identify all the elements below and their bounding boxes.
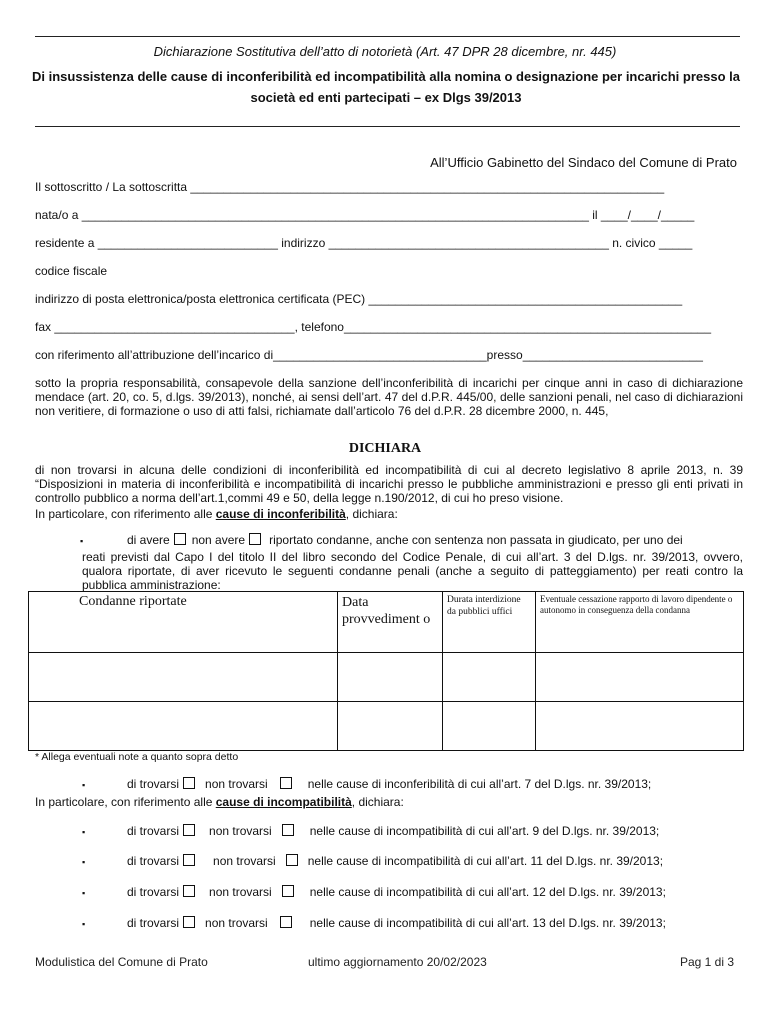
document-title: Di insussistenza delle cause di inconferibilità ed incompatibilità alla nomina o designazione per incarichi presso la società ed enti partecipati – ex Dlgs 39/2013	[32, 69, 740, 105]
table-row[interactable]	[29, 702, 744, 751]
non-trovarsi-checkbox[interactable]	[286, 854, 298, 866]
footer-left: Modulistica del Comune di Prato	[35, 955, 208, 969]
field-nato[interactable]: nata/o a ____________________________________________________________________________ il ____/____/_____	[35, 208, 695, 222]
condanne-table	[28, 591, 744, 751]
table-cell[interactable]	[443, 702, 536, 751]
dichiara-paragraph: di non trovarsi in alcuna delle condizioni di inconferibilità ed incompatibilità di cui al decreto legislativo 8 aprile 2013, n. 39 “Disposizioni in materia di inconferibilità e incompatibilità di incarichi presso le pubbliche amministrazioni e presso gli enti privati in controllo pubblico a norma dell’art.1,commi 49 e 50, della legge n.190/2012, di cui ho preso visione.	[35, 463, 743, 505]
responsibility-paragraph: sotto la propria responsabilità, consapevole della sanzione dell’inconferibilità di incarichi per cinque anni in caso di dichiarazione mendace (art. 20, co. 5, d.lgs. 39/2013), nonché, ai sensi dell’art. 47 del d.P.R. 445/00, delle sanzioni penali, nel caso di dichiarazioni non veritiere, di formazione o uso di atti falsi, richiamate dall’articolo 76 del d.P.R. 28 dicembre 2000, n. 445,	[35, 376, 743, 418]
document-subtitle: Dichiarazione Sostitutiva dell’atto di notorietà (Art. 47 DPR 28 dicembre, nr. 445)	[153, 44, 617, 59]
page-number: Pag 1 di 3	[679, 955, 734, 969]
intro-suffix: , dichiara:	[345, 507, 398, 521]
di-trovarsi-checkbox[interactable]	[183, 885, 195, 897]
bullet-icon: ▪	[82, 919, 86, 929]
table-note: * Allega eventuali note a quanto sopra detto	[35, 751, 239, 763]
incompatibilita-row	[127, 885, 666, 899]
table-cell[interactable]	[443, 653, 536, 702]
field-sottoscritto[interactable]: Il sottoscritto / La sottoscritta _______________________________________________________________________	[35, 180, 665, 194]
di-trovarsi-checkbox[interactable]	[183, 824, 195, 836]
incompatibilita-row-text: nelle cause di incompatibilità di cui all’art. 12 del D.lgs. nr. 39/2013;	[309, 885, 666, 899]
table-cell[interactable]	[536, 653, 744, 702]
non-trovarsi-label: non trovarsi	[209, 824, 272, 838]
intro-suffix: , dichiara:	[351, 795, 404, 809]
field-pec[interactable]: indirizzo di posta elettronica/posta elettronica certificata (PEC) _______________________________________________	[35, 292, 683, 306]
table-cell[interactable]	[338, 702, 443, 751]
incompatibilita-row	[127, 916, 666, 930]
recipient-line: All’Ufficio Gabinetto del Sindaco del Comune di Prato	[430, 155, 737, 170]
inconferibilita-row	[127, 777, 651, 791]
inconferibilita-intro	[35, 507, 398, 521]
non-avere-checkbox[interactable]	[249, 533, 261, 545]
di-trovarsi-checkbox[interactable]	[183, 854, 195, 866]
header-eventuale-cessazione: Eventuale cessazione rapporto di lavoro dipendente o autonomo in conseguenza della condanna	[536, 592, 744, 653]
incompatibilita-row	[127, 854, 663, 868]
bullet-icon: ▪	[82, 888, 86, 898]
non-trovarsi-checkbox[interactable]	[282, 824, 294, 836]
incompatibilita-intro	[35, 795, 404, 809]
field-codice-fiscale[interactable]: codice fiscale	[35, 264, 108, 278]
condanne-first-line-text: riportato condanne, anche con sentenza non passata in giudicato, per uno dei	[269, 533, 683, 547]
bullet-icon: ▪	[82, 780, 86, 790]
bullet-icon: ▪	[82, 857, 86, 867]
field-fax-telefono[interactable]: fax ____________________________________, telefono_______________________________________________________	[35, 320, 712, 334]
di-trovarsi-label: di trovarsi	[127, 824, 180, 838]
di-trovarsi-checkbox[interactable]	[183, 777, 195, 789]
non-trovarsi-label: non trovarsi	[209, 885, 272, 899]
incompatibilita-row-text: nelle cause di incompatibilità di cui all’art. 13 del D.lgs. nr. 39/2013;	[309, 916, 666, 930]
incompatibilita-row-text: nelle cause di incompatibilità di cui all’art. 11 del D.lgs. nr. 39/2013;	[307, 854, 664, 868]
table-row[interactable]	[29, 653, 744, 702]
di-trovarsi-label: di trovarsi	[127, 777, 180, 791]
field-incarico[interactable]: con riferimento all’attribuzione dell’incarico di________________________________presso___________________________	[35, 348, 703, 362]
intro-prefix: In particolare, con riferimento alle	[35, 507, 216, 521]
table-cell[interactable]	[338, 653, 443, 702]
header-durata-interdizione: Durata interdizione da pubblici uffici	[443, 592, 536, 653]
non-trovarsi-label: non trovarsi	[213, 854, 276, 868]
footer-date: ultimo aggiornamento 20/02/2023	[308, 955, 487, 969]
di-avere-checkbox[interactable]	[174, 533, 186, 545]
bullet-icon: ▪	[82, 827, 86, 837]
condanne-first-line	[127, 533, 683, 547]
intro-prefix: In particolare, con riferimento alle	[35, 795, 216, 809]
non-trovarsi-label: non trovarsi	[205, 777, 268, 791]
header-top-rule	[35, 36, 740, 37]
non-trovarsi-checkbox[interactable]	[282, 885, 294, 897]
table-cell[interactable]	[29, 653, 338, 702]
incompatibilita-row	[127, 824, 659, 838]
inconferibilita-row-text: nelle cause di inconferibilità di cui all’art. 7 del D.lgs. nr. 39/2013;	[307, 777, 652, 791]
incompatibilita-row-text: nelle cause di incompatibilità di cui all’art. 9 del D.lgs. nr. 39/2013;	[309, 824, 660, 838]
header-bottom-rule	[35, 126, 740, 127]
incompatibilita-link: cause di incompatibilità	[215, 795, 352, 809]
non-avere-label: non avere	[191, 533, 246, 547]
header-condanne: Condanne riportate	[29, 592, 338, 653]
inconferibilita-link: cause di inconferibilità	[215, 507, 346, 521]
table-cell[interactable]	[536, 702, 744, 751]
non-trovarsi-checkbox[interactable]	[280, 777, 292, 789]
non-trovarsi-checkbox[interactable]	[280, 916, 292, 928]
header-data-provvedimento: Data provvediment o	[338, 592, 443, 653]
di-trovarsi-label: di trovarsi	[127, 885, 180, 899]
di-trovarsi-checkbox[interactable]	[183, 916, 195, 928]
table-cell[interactable]	[29, 702, 338, 751]
field-residente[interactable]: residente a ___________________________ indirizzo __________________________________________ n. civico _____	[35, 236, 693, 250]
di-avere-label: di avere	[127, 533, 170, 547]
non-trovarsi-label: non trovarsi	[205, 916, 268, 930]
di-trovarsi-label: di trovarsi	[127, 854, 180, 868]
condanne-paragraph: reati previsti dal Capo I del titolo II del libro secondo del Codice Penale, di cui all’art. 3 del D.lgs. nr. 39/2013, ovvero, qualora riportate, di aver ricevuto le seguenti condanne penali (anche a seguito di patteggiamento) per reati contro la pubblica amministrazione:	[82, 550, 743, 592]
table-header-row	[29, 592, 744, 653]
bullet-icon: ▪	[80, 536, 84, 546]
di-trovarsi-label: di trovarsi	[127, 916, 180, 930]
dichiara-heading: DICHIARA	[348, 441, 422, 456]
